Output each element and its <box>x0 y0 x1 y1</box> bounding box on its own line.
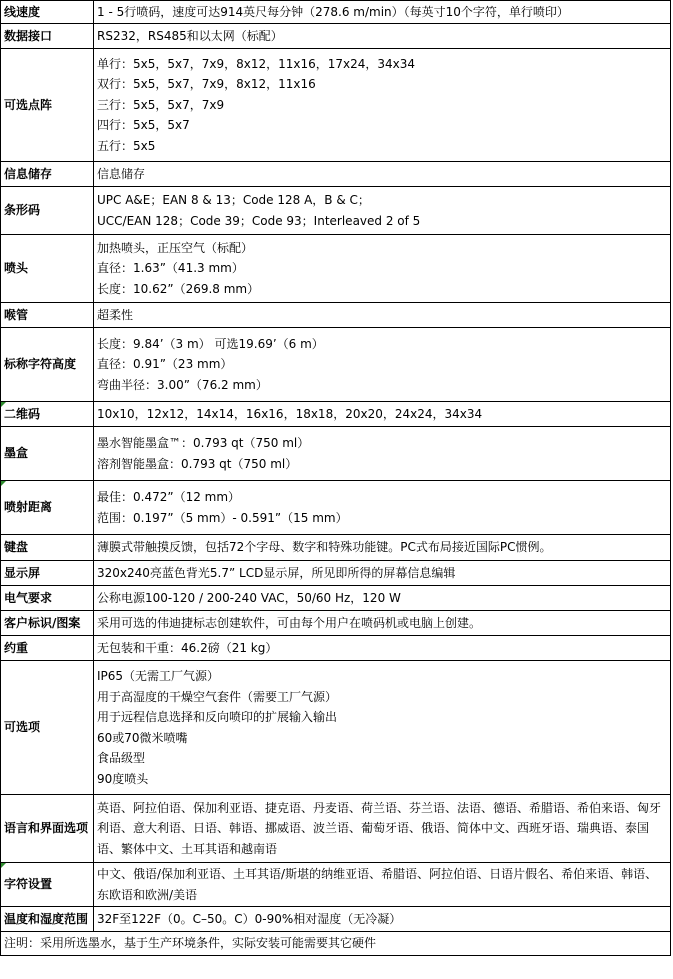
table-row <box>1 561 671 586</box>
table-row <box>1 907 671 932</box>
table-row <box>1 1 671 24</box>
value-line: 直径：1.63”（41.3 mm） <box>97 261 244 276</box>
row-label: 字符设置 <box>1 863 94 907</box>
value-line: 32F至122F（0。C–50。C）0-90%相对湿度（无冷凝） <box>97 911 402 926</box>
value-line: 最佳：0.472”（12 mm） <box>97 490 241 504</box>
row-value <box>94 328 671 402</box>
value-line: 加热喷头，正压空气（标配） <box>97 240 254 255</box>
table-row <box>1 235 671 303</box>
value-line: 四行：5x5，5x7 <box>97 118 190 133</box>
row-value <box>94 661 671 795</box>
table-row <box>1 586 671 611</box>
table-row <box>1 427 671 481</box>
row-label: 语言和界面选项 <box>1 795 94 863</box>
row-label: 二维码 <box>1 402 94 427</box>
table-row <box>1 162 671 187</box>
value-line: 直径：0.91”（23 mm） <box>97 357 233 372</box>
value-line: 90度喷头 <box>97 771 149 786</box>
row-label: 约重 <box>1 636 94 661</box>
value-line: 五行：5x5 <box>97 138 156 153</box>
row-value <box>94 427 671 481</box>
value-line: 食品级型 <box>97 751 146 765</box>
row-label: 标称字符高度 <box>1 328 94 402</box>
value-line: 320x240亮蓝色背光5.7” LCD显示屏，所见即所得的屏幕信息编辑 <box>97 565 456 580</box>
value-line: 用于远程信息选择和反向喷印的扩展输入输出 <box>97 710 338 724</box>
table-row <box>1 932 671 956</box>
row-label: 可选项 <box>1 661 94 795</box>
value-line: UPC A&E；EAN 8 & 13；Code 128 A，B & C； <box>97 193 370 207</box>
row-label: 可选点阵 <box>1 49 94 162</box>
table-row <box>1 402 671 427</box>
value-line: 60或70微米喷嘴 <box>97 730 188 745</box>
value-line: 弯曲半径：3.00”（76.2 mm） <box>97 377 268 392</box>
row-label: 数据接口 <box>1 24 94 49</box>
table-row <box>1 481 671 535</box>
row-value <box>94 611 671 636</box>
row-value <box>94 561 671 586</box>
row-value <box>94 907 671 932</box>
value-line: 中文、俄语/保加利亚语、土耳其语/斯堪的纳维亚语、希腊语、阿拉伯语、日语片假名、希伯来语、韩语、东欧语和欧洲/美语 <box>97 867 658 902</box>
value-line: 三行：5x5，5x7，7x9 <box>97 97 225 112</box>
row-label: 线速度 <box>1 1 94 24</box>
row-value <box>94 49 671 162</box>
table-row <box>1 24 671 49</box>
row-label: 喷头 <box>1 235 94 303</box>
row-value <box>94 187 671 235</box>
value-line: 1 - 5行喷码，速度可达914英尺每分钟（278.6 m/min）（每英寸10个字符，单行喷印） <box>97 4 569 19</box>
value-line: 无包装和干重：46.2磅（21 kg） <box>97 640 278 655</box>
row-value <box>94 863 671 907</box>
row-label: 墨盒 <box>1 427 94 481</box>
value-line: 超柔性 <box>97 307 134 322</box>
value-line: 薄膜式带触摸反馈，包括72个字母、数字和特殊功能键。PC式布局接近国际PC惯例。 <box>97 540 552 555</box>
row-value <box>94 162 671 187</box>
value-line: 采用可选的伟迪捷标志创建软件，可由每个用户在喷码机或电脑上创建。 <box>97 615 482 630</box>
row-label: 键盘 <box>1 535 94 561</box>
row-label: 显示屏 <box>1 561 94 586</box>
row-label: 信息储存 <box>1 162 94 187</box>
value-line: 信息储存 <box>97 166 146 181</box>
row-value <box>94 586 671 611</box>
value-line: 长度：9.84’（3 m） 可选19.69’（6 m） <box>97 336 324 351</box>
value-line: 长度：10.62”（269.8 mm） <box>97 281 260 296</box>
row-label: 条形码 <box>1 187 94 235</box>
row-value <box>94 795 671 863</box>
row-label: 喷射距离 <box>1 481 94 535</box>
table-row <box>1 863 671 907</box>
value-line: UCC/EAN 128；Code 39；Code 93；Interleaved 2 of 5 <box>97 213 421 228</box>
row-label: 喉管 <box>1 303 94 328</box>
value-line: 英语、阿拉伯语、保加利亚语、捷克语、丹麦语、荷兰语、芬兰语、法语、德语、希腊语、希伯来语、匈牙利语、意大利语、日语、韩语、挪威语、波兰语、葡萄牙语、俄语、简体中文、西班牙语、瑞典语、泰国语、繁体中文、土耳其语和越南语 <box>97 800 662 856</box>
row-value <box>94 235 671 303</box>
table-row <box>1 636 671 661</box>
table-row <box>1 535 671 561</box>
row-value <box>94 303 671 328</box>
table-row <box>1 328 671 402</box>
row-label: 客户标识/图案 <box>1 611 94 636</box>
value-line: 10x10，12x12，14x14，16x16，18x18，20x20，24x24，34x34 <box>97 406 483 421</box>
table-row <box>1 661 671 795</box>
table-row <box>1 187 671 235</box>
value-line: 墨水智能墨盒™：0.793 qt（750 ml） <box>97 436 310 450</box>
row-label: 温度和湿度范围 <box>1 907 94 932</box>
table-row <box>1 303 671 328</box>
row-value <box>94 636 671 661</box>
value-line: RS232，RS485和以太网（标配） <box>97 28 283 43</box>
value-line: IP65（无需工厂气源） <box>97 669 220 683</box>
value-line: 用于高湿度的干燥空气套件（需要工厂气源） <box>97 689 338 704</box>
footnote: 注明：采用所选墨水，基于生产环境条件，实际安装可能需要其它硬件 <box>1 932 671 956</box>
table-row <box>1 795 671 863</box>
table-row <box>1 611 671 636</box>
table-row <box>1 49 671 162</box>
row-value <box>94 24 671 49</box>
value-line: 溶剂智能墨盒：0.793 qt（750 ml） <box>97 456 298 471</box>
value-line: 公称电源100-120 / 200-240 VAC，50/60 Hz，120 W <box>97 590 401 605</box>
row-label: 电气要求 <box>1 586 94 611</box>
value-line: 双行：5x5，5x7，7x9，8x12，11x16 <box>97 77 316 92</box>
value-line: 范围：0.197”（5 mm）- 0.591”（15 mm） <box>97 510 348 525</box>
row-value <box>94 481 671 535</box>
value-line: 单行：5x5，5x7，7x9，8x12，11x16，17x24，34x34 <box>97 56 416 71</box>
row-value <box>94 1 671 24</box>
row-value <box>94 402 671 427</box>
row-value <box>94 535 671 561</box>
